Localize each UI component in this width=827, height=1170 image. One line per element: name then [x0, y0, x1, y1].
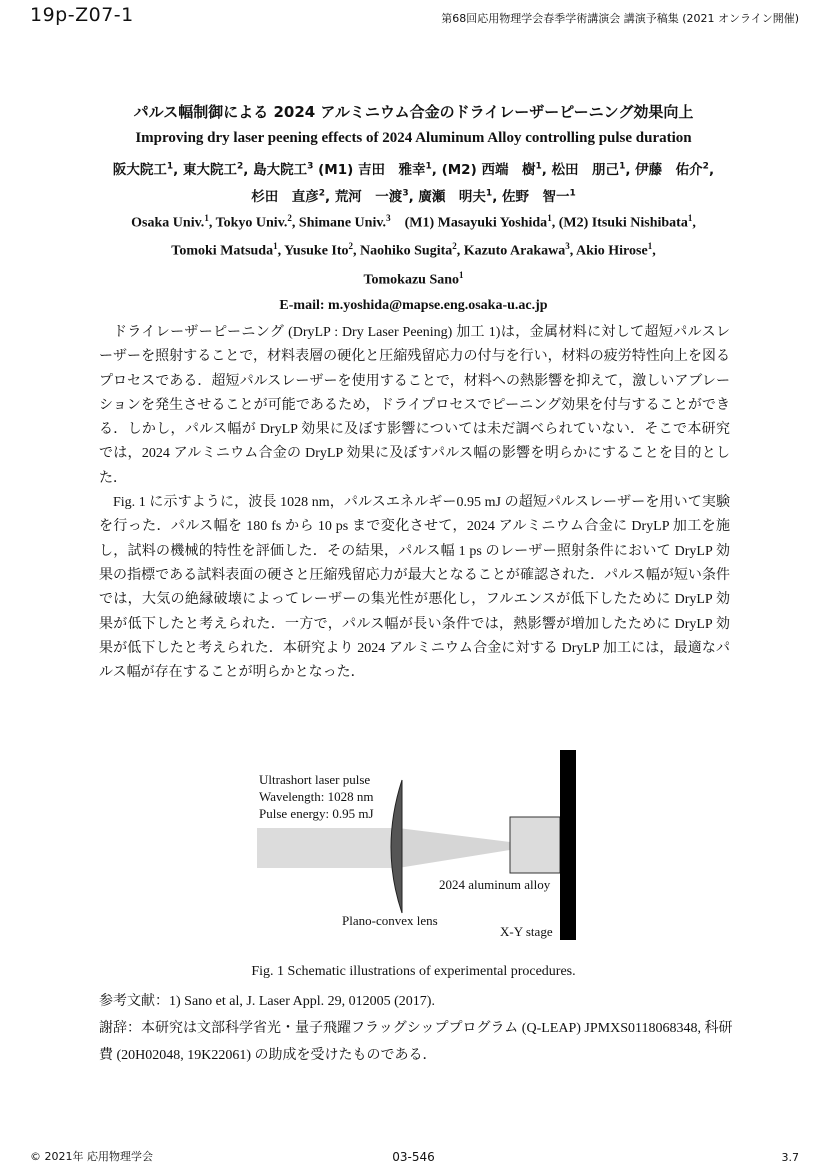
- xy-stage: [560, 750, 576, 940]
- paragraph-2: Fig. 1 に示すように，波長 1028 nm，パルスエネルギー0.95 mJ の超短パルスレーザーを用いて実験を行った．パルス幅を 180 fs から 10 ps まで変化させて，2024 アルミニウム合金に DryLP 加工を施し，試料の機械的特性を評価した．その結果，パルス幅 1 ps のレーザー照射条件において DryLP 効果の指標である試料表面の硬さと圧縮残留応力が最大となることが確認された．パルス幅が短い条件では，大気の絶縁破壊によってレーザーの集光性が悪化し，フルエンスが低下したために DryLP 効果が低下したと考えられた．一方で，パルス幅が長い条件では，熱影響が増加したために DryLP 効果が低下したと考えられた．本研究より 2024 アルミニウム合金に対する DryLP 加工には，最適なパルス幅が存在することが明らかとなった．: [99, 495, 730, 681]
- footer-page-code: 03-546: [392, 1150, 435, 1164]
- aluminum-sample: [510, 817, 560, 873]
- laser-label-line3: Pulse energy: 0.95 mJ: [259, 806, 374, 821]
- authors-en-line2: Tomoki Matsuda$^1$, Yusuke Ito$^2$, Naohiko Sugita$^2$, Kazuto Arakawa$^3$, Akio Hirose$^1$,: [171, 241, 656, 259]
- title-english: Improving dry laser peening effects of 2024 Aluminum Alloy controlling pulse duration: [135, 130, 692, 146]
- sample-label: 2024 aluminum alloy: [439, 877, 551, 892]
- footer-copyright: © 2021年 応用物理学会: [30, 1150, 153, 1163]
- laser-label-line2: Wavelength: 1028 nm: [259, 789, 374, 804]
- email: E-mail: m.yoshida@mapse.eng.osaka-u.ac.jp: [279, 298, 548, 313]
- focused-beam: [398, 828, 510, 868]
- body-text: [99, 321, 730, 685]
- authors-en-line1: Osaka Univ.$^1$, Tokyo Univ.$^2$, Shimane Univ.$^3$ (M1) Masayuki Yoshida$^1$, (M2) Itsuki Nishibata$^1$,: [131, 213, 696, 231]
- figure-caption: Fig. 1 Schematic illustrations of experimental procedures.: [251, 964, 576, 979]
- meeting-name: 第68回応用物理学会春季学術講演会 講演予稿集 (2021 オンライン開催): [441, 12, 799, 25]
- authors-ja-line2: 杉田 直彦$^2$, 荒河 一渡$^3$, 廣瀬 明夫$^1$, 佐野 智一$^1$: [251, 188, 576, 205]
- footer-number: 3.7: [781, 1151, 799, 1164]
- figure-1: [240, 745, 590, 945]
- paragraph-1: ドライレーザーピーニング (DryLP : Dry Laser Peening) 加工 1)は，金属材料に対して超短パルスレーザーを照射することで，材料表層の硬化と圧縮残留応力の付与を行い，材料の疲労特性向上を図るプロセスである．超短パルスレーザーを使用することで，材料への熱影響を抑えて，激しいアブレーションを発生させることが可能であるため，ドライプロセスでピーニング効果を付与することができる．しかし，パルス幅が DryLP 効果に及ぼす影響については未だ調べられていない．そこで本研究では，2024 アルミニウム合金の DryLP 効果に及ぼすパルス幅の影響を明らかにすることを目的とした．: [99, 325, 730, 486]
- acknowledgment: 謝辞：本研究は文部科学省光・量子飛躍フラッグシッププログラム (Q-LEAP) JPMXS0118068348, 科研費 (20H02048, 19K22061) の助成を受けたものである．: [99, 1021, 733, 1063]
- lens-label: Plano-convex lens: [342, 913, 438, 928]
- stage-label: X-Y stage: [500, 924, 553, 939]
- references: 参考文献：1) Sano et al, J. Laser Appl. 29, 012005 (2017).: [99, 994, 435, 1009]
- title-japanese: パルス幅制御による 2024 アルミニウム合金のドライレーザーピーニング効果向上: [133, 103, 694, 121]
- laser-beam: [257, 828, 398, 868]
- authors-en-line3: Tomokazu Sano$^1$: [363, 270, 464, 288]
- authors-ja-line1: 阪大院工$^1$, 東大院工$^2$, 島大院工$^3$ (M1) 吉田 雅幸$^1$, (M2) 西端 樹$^1$, 松田 朋己$^1$, 伊藤 佑介$^2$,: [112, 161, 715, 178]
- laser-label-line1: Ultrashort laser pulse: [259, 772, 371, 787]
- session-code: 19p-Z07-1: [30, 4, 134, 26]
- plano-convex-lens: [391, 780, 402, 913]
